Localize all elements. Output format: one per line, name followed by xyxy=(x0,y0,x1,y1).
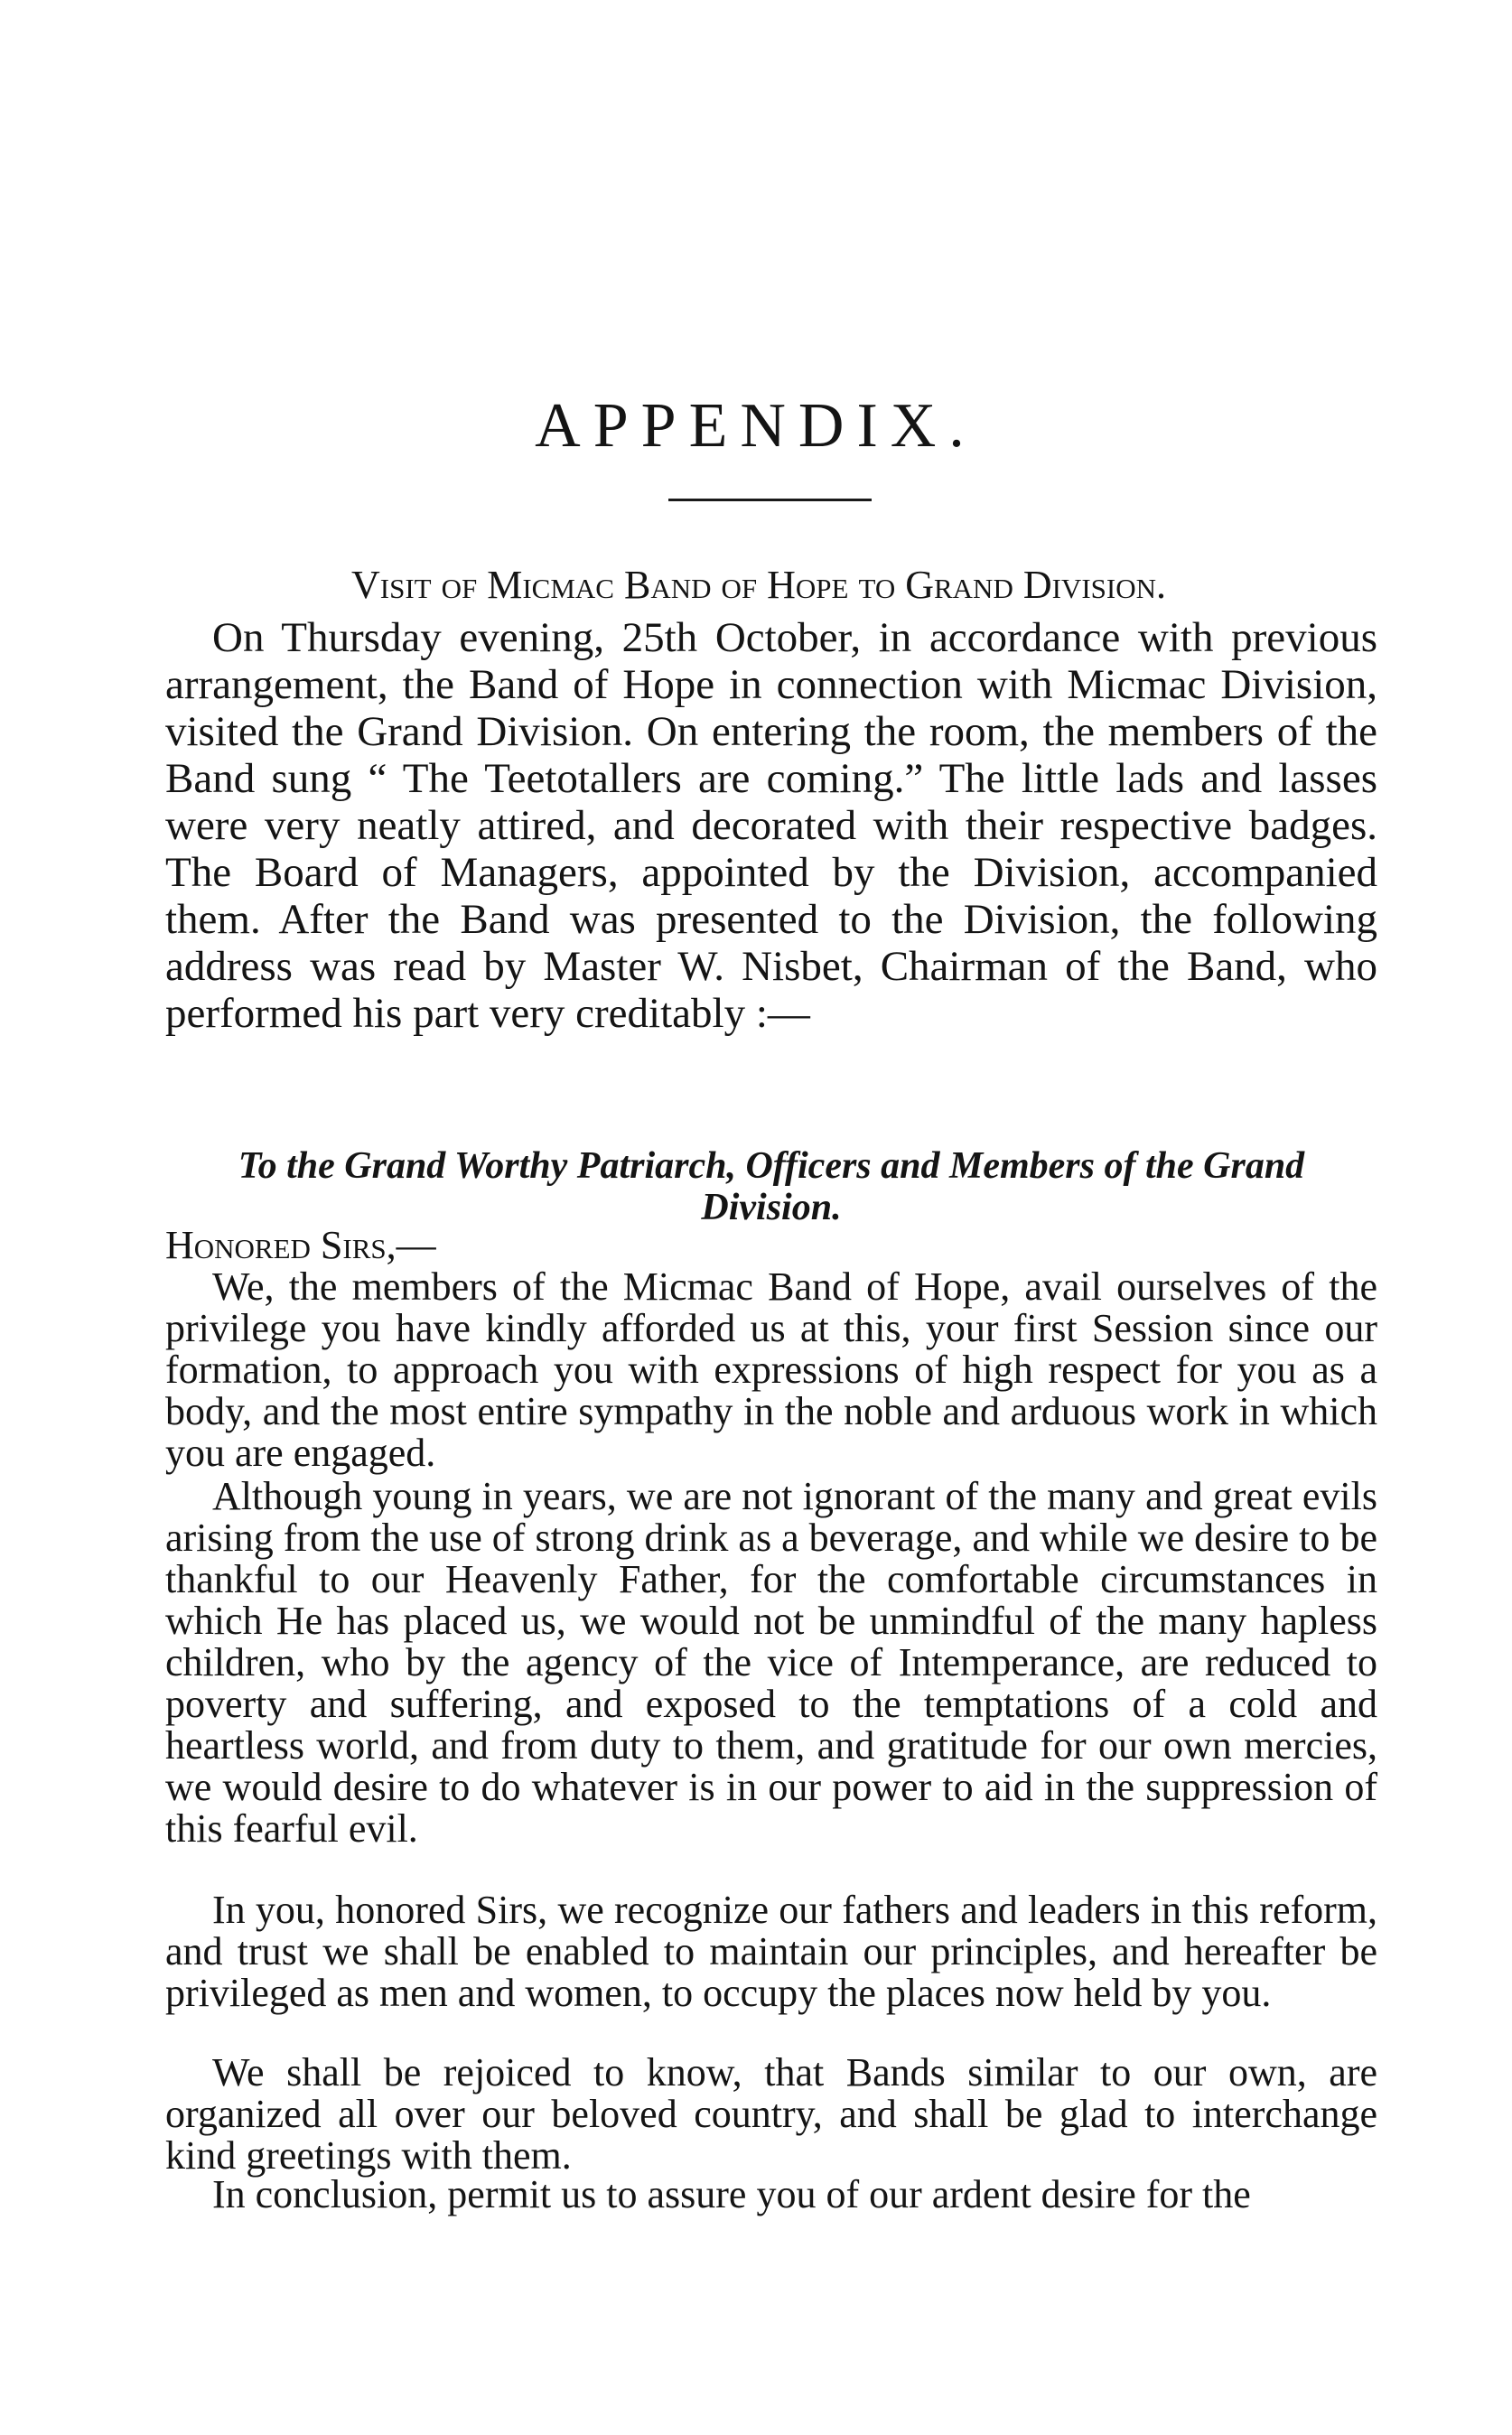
address-paragraph: We shall be rejoiced to know, that Bands similar to our own, are organized all over our beloved country, and shall be glad to interchange kind greetings with them. xyxy=(165,2050,1377,2178)
title-rule xyxy=(668,499,872,501)
section-subheading xyxy=(185,560,1332,611)
address-paragraph: In conclusion, permit us to assure you of our ardent desire for the xyxy=(212,2172,1251,2216)
address-salutation: Honored Sirs,— xyxy=(165,1223,436,1267)
address-paragraph: Although young in years, we are not ignorant of the many and great evils arising from the use of strong drink as a beverage, and while we desire to be thankful to our Heavenly Father, for the comfortable circumstances in which He has placed us, we would not be unmindful of the many hapless children, who by the agency of the vice of Intemperance, are reduced to poverty and suffering, and exposed to the temptations of a cold and heartless world, and from duty to them, and gratitude for our own mercies, we would desire to do whatever is in our power to aid in the suppression of this fearful evil. xyxy=(165,1474,1377,1851)
address-paragraph: In you, honored Sirs, we recognize our fathers and leaders in this reform, and trust we shall be enabled to maintain our principles, and hereafter be privileged as men and women, to occupy the places now held by you. xyxy=(165,1888,1377,2015)
subheading-text: Visit of Micmac Band of Hope to Grand Division. xyxy=(351,563,1166,607)
intro-paragraph: On Thursday evening, 25th October, in accordance with previous arrangement, the Band of Hope in connection with Micmac Division, visited the Grand Division. On entering the room, the members of the Band sung “ The Teetotallers are coming.” The little lads and lasses were very neatly attired, and decorated with their respective badges. The Board of Managers, appointed by the Division, accompanied them. After the Band was presented to the Division, the following address was read by Master W. Nisbet, Chairman of the Band, who performed his part very creditably :— xyxy=(165,614,1377,1037)
page-title: APPENDIX. xyxy=(535,391,977,461)
address-paragraph: We, the members of the Micmac Band of Hope, avail ourselves of the privilege you have kindly afforded us at this, your first Session since our formation, to approach you with expressions of high respect for you as a body, and the most entire sympathy in the noble and arduous work in which you are engaged. xyxy=(165,1264,1377,1475)
address-recipient: To the Grand Worthy Patriarch, Officers and Members of the Grand Division. xyxy=(238,1145,1305,1228)
